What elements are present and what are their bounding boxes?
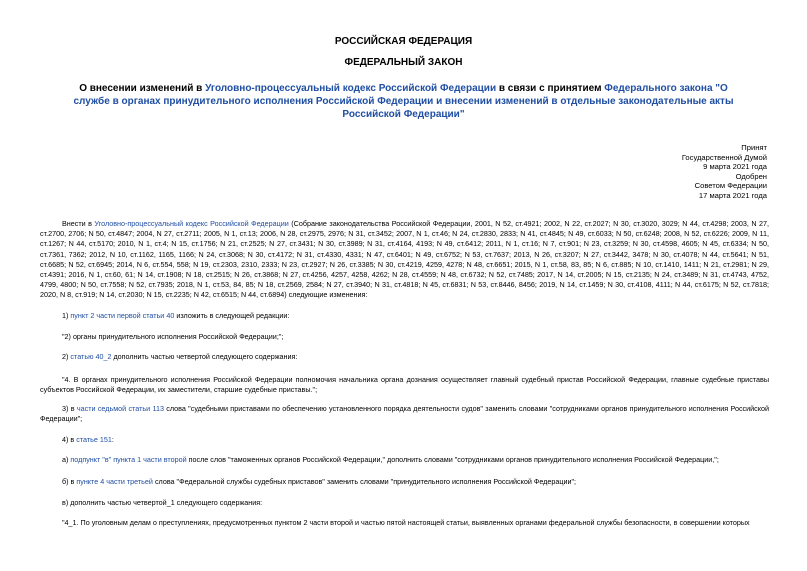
item-4 (40, 435, 769, 445)
sub-item-a (40, 455, 769, 465)
item-3-link[interactable]: части седьмой статьи 113 (76, 404, 164, 413)
item-text: слова "судебными приставами по обеспечению установленного порядка деятельности судов" заменить словами "сотрудниками органов принудительного исполнения Российской Федерации"; (40, 404, 769, 424)
item-3 (40, 404, 769, 424)
item-number: 4) в (62, 435, 77, 444)
item-number: 2) (62, 352, 71, 361)
country-heading: РОССИЙСКАЯ ФЕДЕРАЦИЯ (334, 36, 473, 47)
intro-prefix: Внести в (62, 219, 95, 228)
approved-label: Одобрен (735, 171, 767, 181)
title-text: О внесении изменений в (79, 83, 206, 94)
item-1-link[interactable]: пункт 2 части первой статьи 40 (70, 311, 175, 320)
law-title (0, 82, 807, 121)
item-text: изложить в следующей редакции: (174, 311, 290, 320)
law-type-heading: ФЕДЕРАЛЬНЫЙ ЗАКОН (344, 57, 463, 68)
sub-item-text: после слов "таможенных органов Российской Федерации," дополнить словами "сотрудниками органов принудительного исполнения Российской Федерации,"; (186, 455, 719, 464)
title-text: в связи с принятием (496, 83, 605, 94)
accepted-label: Принят (741, 143, 767, 152)
item-number: 1) (62, 311, 71, 320)
sub-item-prefix: б) в (62, 477, 77, 486)
sub-item-c: в) дополнить частью четвертой_1 следующего содержания: (62, 498, 263, 507)
item-number: 3) в (62, 404, 77, 413)
adoption-block (567, 143, 767, 201)
title-link-code[interactable]: Уголовно-процессуальный кодекс Российской Федерации (205, 83, 497, 94)
sub-item-text: слова "Федеральной службы судебных приставов" заменить словами "принудительного исполнения Российской Федерации"; (152, 477, 577, 486)
intro-link-code[interactable]: Уголовно-процессуальный кодекс Российской Федерации (94, 219, 289, 228)
item-2-link[interactable]: статью 40_2 (70, 352, 112, 361)
intro-paragraph (40, 219, 769, 301)
sub-item-a-link[interactable]: подпункт "в" пункта 1 части второй (70, 455, 187, 464)
quote-1: "2) органы принудительного исполнения Российской Федерации;"; (62, 332, 284, 341)
sub-item-prefix: а) (62, 455, 71, 464)
quote-3: "4_1. По уголовным делам о преступлениях, предусмотренных пунктом 2 части второй и частью пятой настоящей статьи, выявленных органами федеральной службы безопасности, в совершении которых (62, 518, 750, 527)
item-text: : (111, 435, 114, 444)
duma-date: 9 марта 2021 года (703, 162, 767, 172)
duma-label: Государственной Думой (681, 152, 767, 162)
title-link-federal-law[interactable]: Федерального закона "О службе в органах принудительного исполнения Российской Федерации и внесении изменений в отдельные законодательные акты Российской Федерации" (73, 83, 734, 120)
item-text: дополнить частью четвертой следующего содержания: (111, 352, 298, 361)
sub-item-b-link[interactable]: пункте 4 части третьей (76, 477, 153, 486)
council-date: 17 марта 2021 года (698, 190, 767, 200)
intro-text: (Собрание законодательства Российской Федерации, 2001, N 52, ст.4921; 2002, N 22, ст.2027; N 30, ст.3020, 3029; N 44, ст.4298; 2003, N 27, ст.2700, 2706; N 50, ст.4847; 2004, N 27, ст.2711; 2005, N 1, ст.13; 2006, N 28, ст.2975, 2976; N 31, ст.3452; 2007, N 1, ст.46; N 24, ст.2830, 2833; N 41, ст.4845; N 49, ст.6033; N 50, ст.6248; 2008, N 52, ст.6226; 2009, N 11, ст.1267; N 44, ст.5170; 2010, N 1, ст.4; N 15, ст.1756; N 21, ст.2525; N 27, ст.3431; N 30, ст.3989; N 31, ст.4164, 4193; N 49, ст.6412; 2011, N 1, ст.16; N 7, ст.901; N 23, ст.3259; N 30, ст.4598, 4605; N 45, ст.6334; N 50, ст.7361, 7362; 2012, N 10, ст.1162, 1165, 1166; N 24, ст.3068; N 30, ст.4172; N 31, ст.4330, 4331; N 47, ст.6401; N 49, ст.6752; N 53, ст.7637; 2013, N 26, ст.3207; N 27, ст.3442, 3478; N 30, ст.4078; N 44, ст.5641; N 51, ст.6685; N 52, ст.6945; 2014, N 6, ст.554, 558; N 19, ст.2303, 2310, 2333; N 23, ст.2927; N 26, ст.3385; N 30, ст.4219, 4259, 4278; N 48, ст.6651; 2015, N 1, ст.58, 83, 85; N 6, ст.885; N 10, ст.1410, 1411; N 21, ст.2981; N 29, ст.4391; 2016, N 1, ст.60, 61; N 14, ст.1908; N 18, ст.2515; N 26, ст.3868; N 27, ст.4256, 4257, 4258, 4262; N 28, ст.4559; N 48, ст.6732; N 52, ст.7485; 2017, N 14, ст.2005; N 15, ст.2135; N 24, ст.3489; N 31, ст.4743, 4752, 4799, 4800; N 50, ст.7558; N 52, ст.7935; 2018, N 1, ст.53, 84, 85; N 18, ст.2569, 2584; N 27, ст.3940; N 31, ст.4818; N 45, ст.6831; N 53, ст.8446, 8456; 2019, N 14, ст.1459; N 30, ст.4108, 4111; N 44, ст.6175; N 52, ст.7818; 2020, N 8, ст.919; N 14, ст.2030; N 15, ст.2235; N 42, ст.6515; N 44, ст.6894) следующие изменения: (40, 219, 769, 300)
council-label: Советом Федерации (694, 181, 767, 191)
sub-item-b (40, 477, 769, 487)
quote-2: "4. В органах принудительного исполнения Российской Федерации полномочия начальника органа дознания осуществляет главный судебный пристав Российской Федерации, главные судебные приставы субъектов Российской Федерации, их заместители, старшие судебные приставы."; (40, 375, 769, 395)
item-4-link[interactable]: статье 151 (76, 435, 112, 444)
item-2 (40, 352, 769, 362)
item-1 (40, 311, 769, 321)
